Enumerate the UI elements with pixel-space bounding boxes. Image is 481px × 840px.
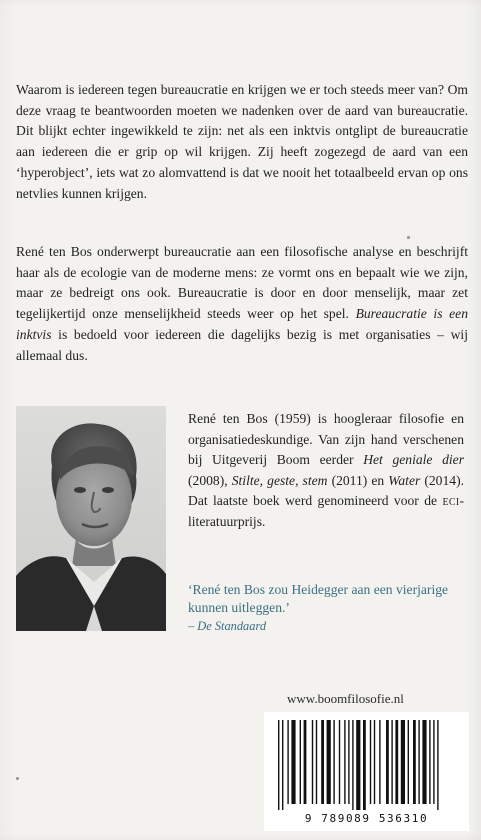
blurb-paragraph-2-text-before: René ten Bos onderwerpt bureaucratie aan een filosofische analyse en beschrijft haar als de ecologie van de moderne mens: ze vormt ons en bepaalt wie we zijn, maar ze bedreigt ons ook. Bureaucratie is door en door menselijk, maar zet tegelijkertijd onze menselijkheid steeds weer op het spel. (16, 244, 468, 322)
barcode-bar (321, 720, 324, 804)
author-bio-text-4: (2014). Dat laatste boek werd genomineerd voor de (188, 472, 465, 509)
barcode-bar (278, 720, 279, 810)
barcode-bar (316, 720, 317, 804)
author-bio (188, 409, 464, 533)
book-title-water: Water (388, 472, 421, 488)
blurb-paragraph-1-text: Waarom is iedereen tegen bureaucratie en krijgen we er toch steeds meer van? Om deze vraag te beantwoorden moeten we nadenken over de aard van bureaucratie. Dit blijkt echter ingewikkeld te zijn: net als een inktvis ontglipt de bureaucratie aan iedereen die er grip op wil krijgen. Zij heeft zogezegd de aard van een ‘hyperobject’, iets wat zo alomvattend is dat we nooit het totaalbeeld ervan op ons netvlies kunnen krijgen. (16, 82, 468, 201)
isbn-barcode (264, 712, 469, 831)
barcode-bar (391, 720, 392, 804)
print-speck (16, 777, 19, 780)
author-bio-text-5: -literatuurprijs. (188, 493, 464, 529)
barcode-bar (418, 720, 419, 804)
barcode-bar (304, 720, 307, 804)
barcode-bar (363, 720, 366, 810)
author-bio-text-1: René ten Bos (1959) is hoogleraar filosofie en organisatiedeskundige. Van zijn hand verschenen bij Uitgeverij Boom eerder (188, 411, 464, 468)
barcode-bar (413, 720, 416, 804)
barcode-bar (433, 720, 434, 804)
author-bio-text-2: (2008), (188, 472, 232, 488)
barcode-bar (374, 720, 375, 804)
book-title-het-geniale-dier: Het geniale dier (363, 452, 464, 468)
barcode-bar (401, 720, 405, 804)
barcode-bar (437, 720, 438, 810)
barcode-bar (379, 720, 380, 804)
barcode-bar (282, 720, 283, 810)
barcode-bar (352, 720, 353, 810)
review-source: – De Standaard (188, 619, 267, 633)
book-title-reference: Bureaucratie is een inktvis (16, 306, 468, 342)
barcode-bar (408, 720, 409, 804)
review-quote-text: ‘René ten Bos zou Heidegger aan een vierjarige kunnen uitleggen.’ (188, 582, 449, 615)
author-photo (16, 406, 166, 631)
barcode-bar (339, 720, 340, 804)
barcode-bar (429, 720, 430, 804)
barcode-bar (291, 720, 295, 804)
barcode-bar (300, 720, 301, 804)
barcode-bar (312, 720, 313, 804)
author-bio-text-3: (2011) en (327, 472, 389, 488)
barcode-bar (422, 720, 426, 804)
barcode-bar (356, 720, 360, 810)
review-quote (188, 581, 464, 635)
barcode-bar (344, 720, 345, 804)
barcode-bar (395, 720, 398, 804)
barcode-bar (333, 720, 334, 804)
publisher-website: www.boomfilosofie.nl (287, 691, 404, 706)
isbn-number: 9 789089 536310 (304, 812, 429, 825)
barcode-bar (287, 720, 288, 804)
book-title-stilte-geste-stem: Stilte, geste, stem (231, 472, 328, 488)
print-speck (407, 236, 410, 239)
blurb-paragraph-1 (16, 80, 468, 204)
barcode-bar (327, 720, 331, 804)
barcode-bar (348, 720, 349, 804)
barcode-bar (370, 720, 371, 804)
barcode-bars (264, 712, 469, 812)
barcode-bar (386, 720, 389, 804)
prize-abbreviation: eci (442, 493, 460, 509)
blurb-paragraph-2-text-after: is bedoeld voor iedereen die dagelijks bezig is met organisaties – wij allemaal dus. (16, 326, 468, 363)
blurb-paragraph-2 (16, 242, 468, 366)
